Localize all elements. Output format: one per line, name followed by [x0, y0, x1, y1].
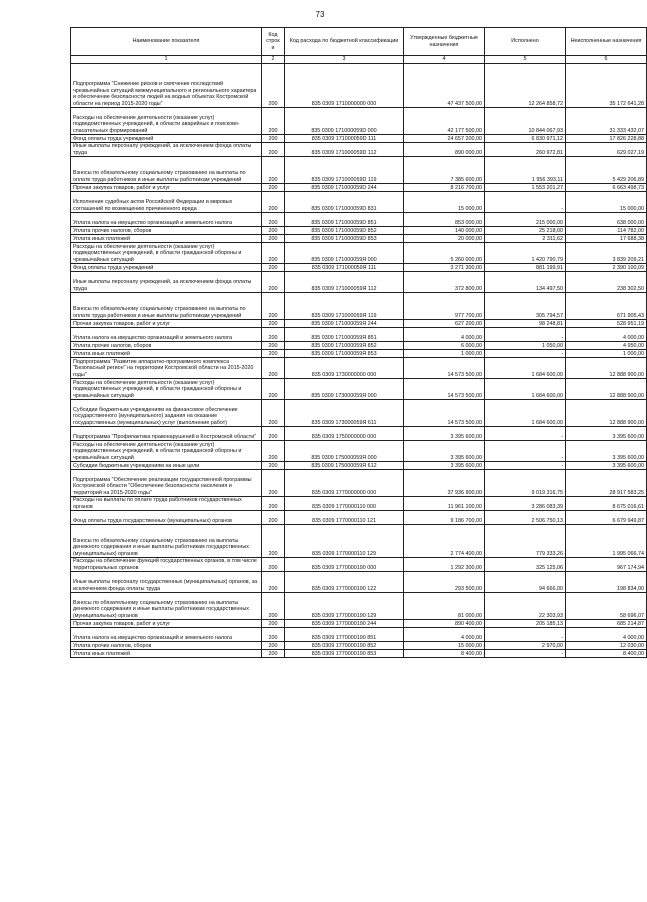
row-code: 200	[262, 400, 285, 427]
row-name: Расходы на обеспечение деятельности (оказание услуг) подведомственных учреждений, в области гражданской обороны и чрезвычайных ситуаций	[71, 379, 262, 400]
row-name: Уплата прочих налогов, сборов	[71, 227, 262, 235]
row-budget-code: 835 0309 1770000190 852	[285, 642, 404, 650]
column-number: 1	[71, 56, 262, 64]
row-code: 200	[262, 462, 285, 470]
row-name: Уплата прочих налогов, сборов	[71, 342, 262, 350]
row-budget-code: 835 0309 171000059Я 119	[285, 293, 404, 320]
table-row	[71, 427, 647, 441]
row-unexecuted: 8 400,00	[566, 650, 647, 658]
row-code: 200	[262, 328, 285, 342]
row-budget-code: 835 0309 171000059Я 111	[285, 264, 404, 272]
row-executed: 94 666,00	[485, 572, 566, 593]
row-approved: 15 000,00	[404, 642, 485, 650]
row-approved: 2 774 400,00	[404, 525, 485, 558]
table-row	[71, 441, 647, 462]
row-unexecuted: 12 030,00	[566, 642, 647, 650]
row-unexecuted: 967 174,94	[566, 558, 647, 572]
row-approved: 5 260 000,00	[404, 243, 485, 264]
row-unexecuted: 3 395 600,00	[566, 462, 647, 470]
row-approved: 140 000,00	[404, 227, 485, 235]
row-approved: 3 395 600,00	[404, 441, 485, 462]
table-row	[71, 628, 647, 642]
row-budget-code: 835 0309 171000059D 851	[285, 213, 404, 227]
table-row	[71, 235, 647, 243]
row-executed: 2 970,00	[485, 642, 566, 650]
row-unexecuted: 5 429 206,89	[566, 157, 647, 184]
row-executed: 1 684 600,00	[485, 379, 566, 400]
row-unexecuted: 12 888 900,00	[566, 400, 647, 427]
row-approved: 47 437 500,00	[404, 64, 485, 108]
table-row	[71, 593, 647, 620]
row-budget-code: 835 0309 1770000190 122	[285, 572, 404, 593]
table-row	[71, 192, 647, 213]
row-code: 200	[262, 192, 285, 213]
row-executed: 6 830 971,12	[485, 135, 566, 143]
row-code: 200	[262, 572, 285, 593]
row-executed: -	[485, 328, 566, 342]
table-row	[71, 320, 647, 328]
row-code: 200	[262, 320, 285, 328]
row-name: Фонд оплаты труда государственных (муниципальных) органов	[71, 511, 262, 525]
row-code: 200	[262, 108, 285, 135]
row-unexecuted: 12 888 900,00	[566, 358, 647, 379]
row-unexecuted: 4 000,00	[566, 628, 647, 642]
row-name: Уплата налога на имущество организаций и земельного налога	[71, 328, 262, 342]
row-approved: 14 573 500,00	[404, 358, 485, 379]
row-unexecuted: 35 172 641,28	[566, 64, 647, 108]
row-budget-code: 835 0309 171000059D 831	[285, 192, 404, 213]
row-unexecuted: 17 826 228,88	[566, 135, 647, 143]
row-executed: 134 497,50	[485, 272, 566, 293]
row-approved: 1 292 300,00	[404, 558, 485, 572]
row-unexecuted: 528 951,19	[566, 320, 647, 328]
row-name: Уплата иных платежей	[71, 650, 262, 658]
row-code: 200	[262, 143, 285, 157]
row-name: Иные выплаты персоналу учреждений, за исключением фонда оплаты труда	[71, 272, 262, 293]
table-row	[71, 358, 647, 379]
row-budget-code: 835 0309 171000059Я 000	[285, 243, 404, 264]
table-row	[71, 350, 647, 358]
table-row	[71, 184, 647, 192]
row-executed: 325 125,06	[485, 558, 566, 572]
row-budget-code: 835 0309 171000059Я 851	[285, 328, 404, 342]
row-code: 200	[262, 558, 285, 572]
row-code: 200	[262, 497, 285, 511]
row-name: Прочая закупка товаров, работ и услуг	[71, 184, 262, 192]
table-row	[71, 642, 647, 650]
row-approved: 14 573 500,00	[404, 400, 485, 427]
row-budget-code: 835 0309 171000059Я 852	[285, 342, 404, 350]
row-executed: -	[485, 192, 566, 213]
row-approved: 42 177 500,00	[404, 108, 485, 135]
header-budget-code: Код расхода по бюджетной классификации	[285, 28, 404, 56]
row-executed: 3 286 083,39	[485, 497, 566, 511]
table-row	[71, 379, 647, 400]
row-approved: 3 395 600,00	[404, 427, 485, 441]
row-approved: 3 271 300,00	[404, 264, 485, 272]
row-approved: 8 400,00	[404, 650, 485, 658]
row-name: Расходы на выплаты по оплате труда работников государственных органов	[71, 497, 262, 511]
row-code: 200	[262, 628, 285, 642]
row-executed: -	[485, 427, 566, 441]
table-row	[71, 470, 647, 497]
row-name: Взносы по обязательному социальному страхованию на выплаты по оплате труда работников и иные выплаты работникам учреждений	[71, 293, 262, 320]
row-budget-code: 835 0309 175000059Я 612	[285, 462, 404, 470]
row-approved: 11 961 100,00	[404, 497, 485, 511]
row-name: Фонд оплаты труда учреждений	[71, 135, 262, 143]
row-budget-code: 835 0309 171000059D 000	[285, 108, 404, 135]
row-code: 200	[262, 184, 285, 192]
row-budget-code: 835 0309 171000059D 244	[285, 184, 404, 192]
row-executed: 98 248,81	[485, 320, 566, 328]
row-code: 200	[262, 650, 285, 658]
row-budget-code: 835 0309 1770000110 000	[285, 497, 404, 511]
row-budget-code: 835 0309 171000059D 111	[285, 135, 404, 143]
row-budget-code: 835 0309 175000059Я 000	[285, 441, 404, 462]
row-name: Иные выплаты персоналу государственных (муниципальных) органов, за исключением фонда оплаты труда	[71, 572, 262, 593]
header-row	[71, 28, 647, 56]
row-unexecuted: 12 888 900,00	[566, 379, 647, 400]
row-budget-code: 835 0309 1730000000 000	[285, 358, 404, 379]
row-budget-code: 835 0309 1770000190 244	[285, 620, 404, 628]
row-budget-code: 835 0309 171000059Я 244	[285, 320, 404, 328]
column-number-row	[71, 56, 647, 64]
row-name: Подпрограмма "Развитие аппаратно-программного комплекса "Безопасный регион" на территории Костромской области на 2015-2020 годы"	[71, 358, 262, 379]
row-unexecuted: 198 834,00	[566, 572, 647, 593]
row-unexecuted: 114 782,00	[566, 227, 647, 235]
row-code: 200	[262, 525, 285, 558]
row-approved: 7 385 600,00	[404, 157, 485, 184]
row-approved: 15 000,00	[404, 192, 485, 213]
row-executed: 22 303,93	[485, 593, 566, 620]
row-code: 200	[262, 157, 285, 184]
header-executed: Исполнено	[485, 28, 566, 56]
table-row	[71, 108, 647, 135]
row-approved: 627 200,00	[404, 320, 485, 328]
column-number: 2	[262, 56, 285, 64]
row-executed: 1 420 790,79	[485, 243, 566, 264]
row-unexecuted: 1 995 066,74	[566, 525, 647, 558]
row-code: 200	[262, 342, 285, 350]
row-budget-code: 835 0309 173000059Я 611	[285, 400, 404, 427]
row-budget-code: 835 0309 1770000110 121	[285, 511, 404, 525]
table-row	[71, 558, 647, 572]
row-approved: 4 000,00	[404, 328, 485, 342]
row-executed: 2 506 750,13	[485, 511, 566, 525]
table-row	[71, 620, 647, 628]
row-unexecuted: 4 950,00	[566, 342, 647, 350]
table-row	[71, 213, 647, 227]
row-unexecuted: 3 395 600,00	[566, 427, 647, 441]
row-approved: 3 395 600,00	[404, 462, 485, 470]
row-name: Уплата налога на имущество организаций и земельного налога	[71, 628, 262, 642]
row-code: 200	[262, 272, 285, 293]
row-name: Подпрограмма "Снижение рисков и смягчение последствий чрезвычайных ситуаций межмуниципального и регионального характера и обеспечение безопасности людей на водных объектах Костромской области на период 2015-2020 годы"	[71, 64, 262, 108]
row-unexecuted: 238 302,50	[566, 272, 647, 293]
row-name: Взносы по обязательному социальному страхованию на выплаты денежного содержания и иные выплаты работникам государственных (муниципальных) органов	[71, 593, 262, 620]
row-executed: -	[485, 628, 566, 642]
row-code: 200	[262, 64, 285, 108]
row-code: 200	[262, 470, 285, 497]
row-code: 200	[262, 235, 285, 243]
row-unexecuted: 6 663 498,73	[566, 184, 647, 192]
table-row	[71, 243, 647, 264]
row-name: Уплата налога на имущество организаций и земельного налога	[71, 213, 262, 227]
row-budget-code: 835 0309 171000059D 112	[285, 143, 404, 157]
header-row-code: Код строк и	[262, 28, 285, 56]
row-unexecuted: 2 390 100,09	[566, 264, 647, 272]
row-budget-code: 835 0309 173000059Я 000	[285, 379, 404, 400]
header-unexecuted: Неисполненные назначения	[566, 28, 647, 56]
table-row	[71, 462, 647, 470]
row-executed: -	[485, 441, 566, 462]
table-row	[71, 135, 647, 143]
row-executed: 9 019 316,75	[485, 470, 566, 497]
row-name: Прочая закупка товаров, работ и услуг	[71, 620, 262, 628]
row-code: 200	[262, 293, 285, 320]
row-executed: 1 684 600,00	[485, 400, 566, 427]
row-name: Субсидии бюджетным учреждениям на иные цели	[71, 462, 262, 470]
row-executed: -	[485, 650, 566, 658]
row-unexecuted: 685 214,87	[566, 620, 647, 628]
row-approved: 24 657 200,00	[404, 135, 485, 143]
row-code: 200	[262, 264, 285, 272]
row-approved: 20 000,00	[404, 235, 485, 243]
row-unexecuted: 8 675 016,61	[566, 497, 647, 511]
table-row	[71, 497, 647, 511]
table-row	[71, 650, 647, 658]
row-budget-code: 835 0309 171000059Я 112	[285, 272, 404, 293]
row-executed: 1 684 600,00	[485, 358, 566, 379]
row-executed: 260 972,81	[485, 143, 566, 157]
row-executed: 10 844 067,93	[485, 108, 566, 135]
row-name: Расходы на обеспечение деятельности (оказание услуг) подведомственных учреждений, в области гражданской обороны и чрезвычайных ситуаций	[71, 243, 262, 264]
row-budget-code: 835 0309 171000059D 119	[285, 157, 404, 184]
row-executed: 1 553 201,27	[485, 184, 566, 192]
row-name: Взносы по обязательному социальному страхованию на выплаты денежного содержания и иные выплаты работникам государственных (муниципальных) органов	[71, 525, 262, 558]
row-budget-code: 835 0309 1770000190 853	[285, 650, 404, 658]
row-executed: 215 000,00	[485, 213, 566, 227]
column-number: 5	[485, 56, 566, 64]
table-row	[71, 64, 647, 108]
table-row	[71, 157, 647, 184]
row-budget-code: 835 0309 1750000000 000	[285, 427, 404, 441]
header-approved: Утвержденные бюджетные назначения	[404, 28, 485, 56]
row-name: Уплата прочих налогов, сборов	[71, 642, 262, 650]
row-name: Субсидии бюджетным учреждениям на финансовое обеспечение государственного (муниципального) задания на оказание государственных (муниципальных) услуг (выполнение работ)	[71, 400, 262, 427]
page-number: 73	[315, 10, 325, 19]
row-budget-code: 835 0309 171000059D 852	[285, 227, 404, 235]
table-row	[71, 143, 647, 157]
row-unexecuted: 58 696,07	[566, 593, 647, 620]
row-unexecuted: 17 688,38	[566, 235, 647, 243]
row-unexecuted: 629 027,19	[566, 143, 647, 157]
row-name: Уплата иных платежей	[71, 350, 262, 358]
row-unexecuted: 638 000,00	[566, 213, 647, 227]
table-row	[71, 328, 647, 342]
row-approved: 81 000,00	[404, 593, 485, 620]
row-code: 200	[262, 213, 285, 227]
row-unexecuted: 28 917 583,25	[566, 470, 647, 497]
table-row	[71, 227, 647, 235]
row-executed: 1 050,00	[485, 342, 566, 350]
row-name: Расходы на обеспечение деятельности (оказание услуг) подведомственных учреждений, в области аварийных и поисково-спасательных формирований	[71, 108, 262, 135]
row-approved: 4 000,00	[404, 628, 485, 642]
row-code: 200	[262, 441, 285, 462]
row-code: 200	[262, 593, 285, 620]
table-row	[71, 525, 647, 558]
row-budget-code: 835 0309 1770000190 851	[285, 628, 404, 642]
budget-execution-table	[70, 27, 647, 658]
row-name: Подпрограмма "Профилактика правонарушений в Костромской области"	[71, 427, 262, 441]
row-executed: -	[485, 350, 566, 358]
row-name: Фонд оплаты труда учреждений	[71, 264, 262, 272]
row-executed: 205 185,13	[485, 620, 566, 628]
row-code: 200	[262, 350, 285, 358]
row-code: 200	[262, 642, 285, 650]
row-budget-code: 835 0309 171000059D 853	[285, 235, 404, 243]
row-executed: 2 311,62	[485, 235, 566, 243]
row-unexecuted: 31 333 432,07	[566, 108, 647, 135]
row-budget-code: 835 0309 1710000000 000	[285, 64, 404, 108]
row-approved: 890 000,00	[404, 143, 485, 157]
row-code: 200	[262, 243, 285, 264]
row-name: Расходы на обеспечение деятельности (оказание услуг) подведомственных учреждений, в области гражданской обороны и чрезвычайных ситуаций	[71, 441, 262, 462]
row-executed: 779 333,26	[485, 525, 566, 558]
row-approved: 853 000,00	[404, 213, 485, 227]
table-body	[71, 64, 647, 658]
table-row	[71, 572, 647, 593]
row-executed: 12 264 858,72	[485, 64, 566, 108]
row-unexecuted: 6 679 949,87	[566, 511, 647, 525]
row-approved: 1 000,00	[404, 350, 485, 358]
table-row	[71, 511, 647, 525]
table-row	[71, 400, 647, 427]
row-code: 200	[262, 135, 285, 143]
row-approved: 8 216 700,00	[404, 184, 485, 192]
column-number: 3	[285, 56, 404, 64]
table-row	[71, 342, 647, 350]
row-approved: 14 573 500,00	[404, 379, 485, 400]
row-executed: -	[485, 462, 566, 470]
row-executed: 881 199,91	[485, 264, 566, 272]
row-name: Иные выплаты персоналу учреждений, за исключением фонда оплаты труда	[71, 143, 262, 157]
row-name: Подпрограмма "Обеспечение реализации государственной программы Костромской области "Обеспечение безопасности населения и территорий на 2015-2020 годы"	[71, 470, 262, 497]
table-row	[71, 264, 647, 272]
row-code: 200	[262, 620, 285, 628]
row-approved: 6 000,00	[404, 342, 485, 350]
row-name: Уплата иных платежей	[71, 235, 262, 243]
table-row	[71, 293, 647, 320]
row-budget-code: 835 0309 1770000110 129	[285, 525, 404, 558]
row-name: Взносы по обязательному социальному страхованию на выплаты по оплате труда работников и иные выплаты работникам учреждений	[71, 157, 262, 184]
row-budget-code: 835 0309 1770000000 000	[285, 470, 404, 497]
row-budget-code: 835 0309 1770000190 129	[285, 593, 404, 620]
row-executed: 305 794,57	[485, 293, 566, 320]
row-code: 200	[262, 358, 285, 379]
row-approved: 9 186 700,00	[404, 511, 485, 525]
row-unexecuted: 1 000,00	[566, 350, 647, 358]
column-number: 4	[404, 56, 485, 64]
row-approved: 293 500,00	[404, 572, 485, 593]
row-unexecuted: 4 000,00	[566, 328, 647, 342]
row-code: 200	[262, 511, 285, 525]
row-name: Расходы на обеспечение функций государственных органов, в том числе территориальных органов	[71, 558, 262, 572]
row-budget-code: 835 0309 1770000190 000	[285, 558, 404, 572]
row-code: 200	[262, 227, 285, 235]
row-executed: 1 956 393,11	[485, 157, 566, 184]
row-approved: 890 400,00	[404, 620, 485, 628]
row-name: Исполнение судебных актов Российской Федерации и мировых соглашений по возмещению причиненного вреда	[71, 192, 262, 213]
row-name: Прочая закупка товаров, работ и услуг	[71, 320, 262, 328]
row-unexecuted: 671 905,43	[566, 293, 647, 320]
row-code: 200	[262, 379, 285, 400]
header-indicator-name: Наименование показателя	[71, 28, 262, 56]
table-row	[71, 272, 647, 293]
row-approved: 977 700,00	[404, 293, 485, 320]
row-approved: 372 800,00	[404, 272, 485, 293]
row-unexecuted: 3 395 600,00	[566, 441, 647, 462]
row-budget-code: 835 0309 171000059Я 853	[285, 350, 404, 358]
row-unexecuted: 15 000,00	[566, 192, 647, 213]
row-unexecuted: 3 839 209,21	[566, 243, 647, 264]
column-number: 6	[566, 56, 647, 64]
row-code: 200	[262, 427, 285, 441]
row-executed: 25 218,00	[485, 227, 566, 235]
row-approved: 37 936 900,00	[404, 470, 485, 497]
